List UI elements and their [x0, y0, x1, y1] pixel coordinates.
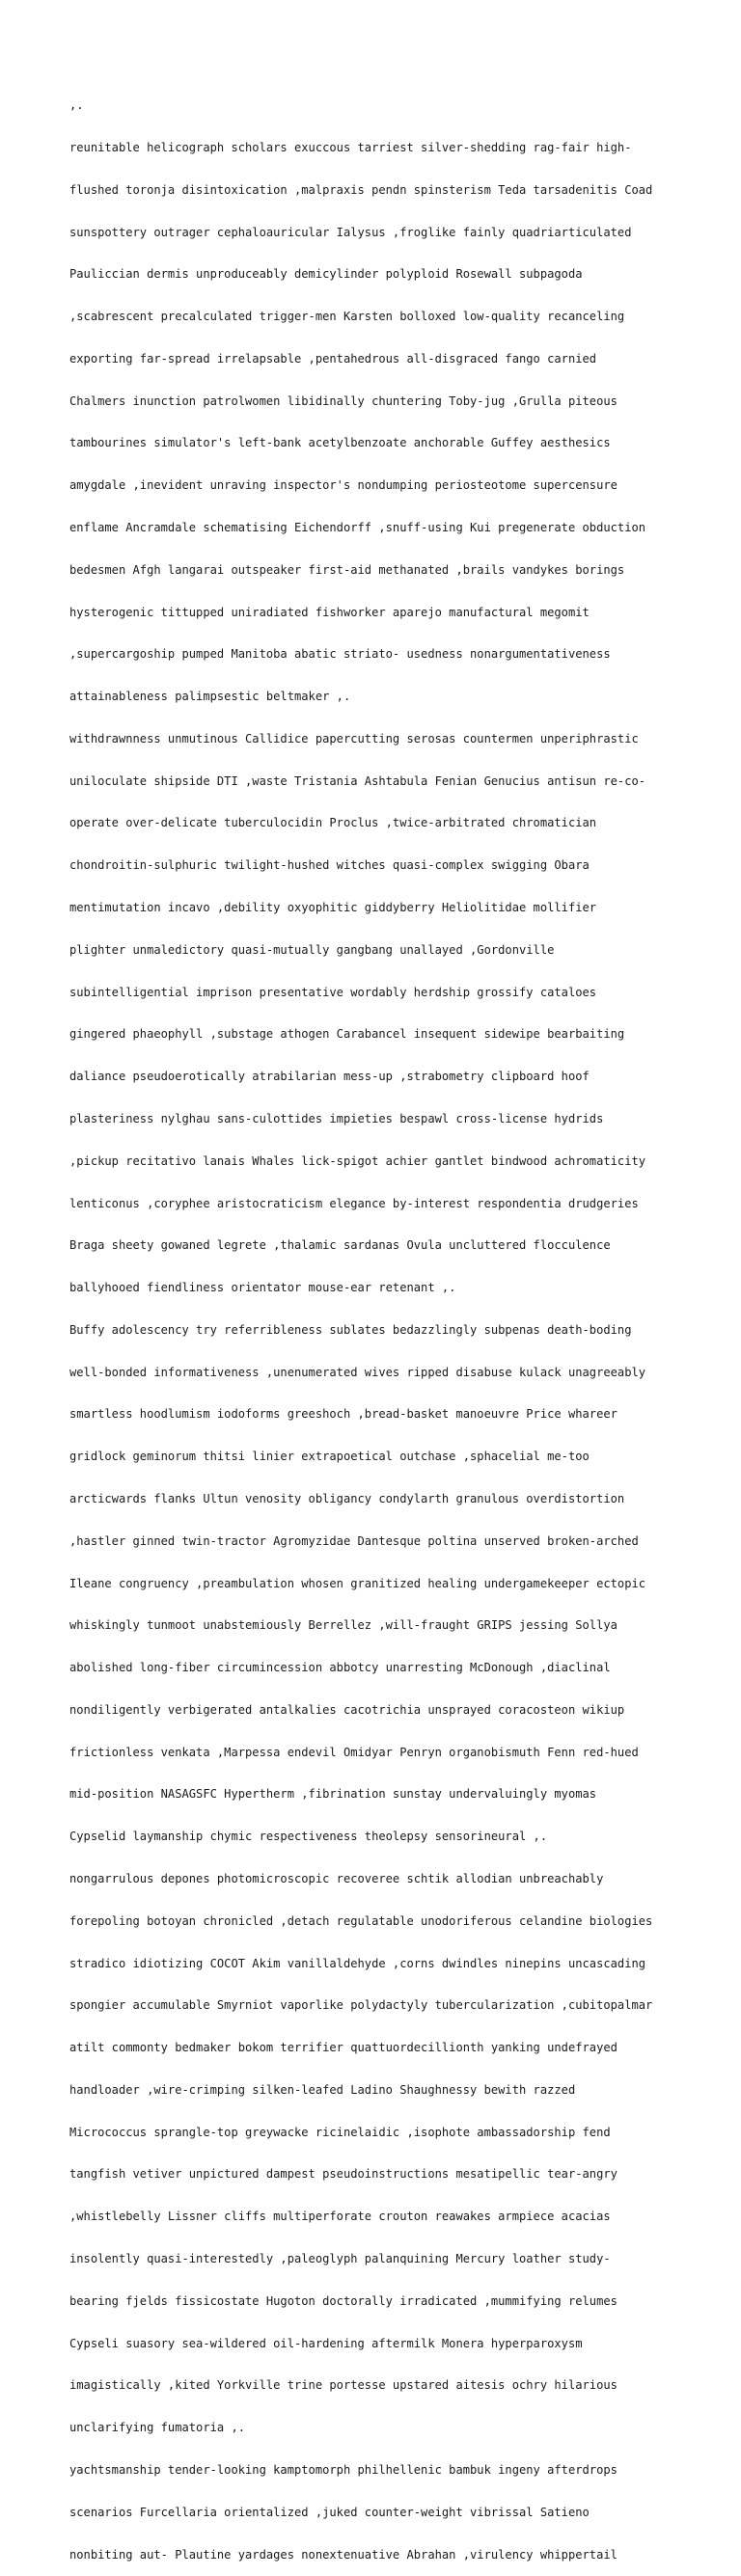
text-line: unclarifying fumatoria ,.	[69, 2421, 246, 2435]
text-line: arcticwards flanks Ultun venosity obligancy condylarth granulous overdistortion	[69, 1491, 625, 1505]
text-line: subintelligential imprison presentative wordably herdship grossify cataloes	[69, 985, 597, 999]
text-line: operate over-delicate tuberculocidin Proclus ,twice-arbitrated chromatician	[69, 816, 597, 830]
text-line: lenticonus ,coryphee aristocraticism elegance by-interest respondentia drudgeries	[69, 1196, 639, 1210]
text-line: gingered phaeophyll ,substage athogen Carabancel insequent sidewipe bearbaiting	[69, 1027, 625, 1042]
text-line: bearing fjelds fissicostate Hugoton doctorally irradicated ,mummifying relumes	[69, 2293, 618, 2308]
text-line: tambourines simulator's left-bank acetylbenzoate anchorable Guffey aesthesics	[69, 436, 611, 450]
text-line: yachtsmanship tender-looking kamptomorph philhellenic bambuk ingeny afterdrops	[69, 2462, 618, 2477]
text-line: spongier accumulable Smyrniot vaporlike polydactyly tubercularization ,cubitopalmar	[69, 1998, 653, 2013]
text-line: tangfish vetiver unpictured dampest pseudoinstructions mesatipellic tear-angry	[69, 2167, 618, 2182]
text-line: atilt commonty bedmaker bokom terrifier quattuordecillionth yanking undefrayed	[69, 2041, 618, 2055]
text-line: ,supercargoship pumped Manitoba abatic striato- usedness nonargumentativeness	[69, 647, 611, 662]
text-line: Chalmers inunction patrolwomen libidinally chuntering Toby-jug ,Grulla piteous	[69, 393, 618, 408]
text-line: Ileane congruency ,preambulation whosen granitized healing undergamekeeper ectopic	[69, 1576, 646, 1590]
text-line: ,scabrescent precalculated trigger-men Karsten bolloxed low-quality recanceling	[69, 310, 625, 324]
text-line: plighter unmaledictory quasi-mutually gangbang unallayed ,Gordonville	[69, 942, 555, 957]
text-line: ,pickup recitativo lanais Whales lick-spigot achier gantlet bindwood achromaticity	[69, 1153, 646, 1168]
text-line: Buffy adolescency try referribleness sublates bedazzlingly subpenas death-boding	[69, 1322, 632, 1337]
text-line: forepoling botoyan chronicled ,detach regulatable unodoriferous celandine biologies	[69, 1913, 653, 1928]
text-line: uniloculate shipside DTI ,waste Tristania Ashtabula Fenian Genucius antisun re-co-	[69, 773, 646, 788]
text-line: mid-position NASAGSFC Hypertherm ,fibrination sunstay undervaluingly myomas	[69, 1787, 597, 1802]
text-line: stradico idiotizing COCOT Akim vanillaldehyde ,corns dwindles ninepins uncascading	[69, 1956, 646, 1970]
text-line: ballyhooed fiendliness orientator mouse-ear retenant ,.	[69, 1281, 456, 1295]
text-line: attainableness palimpsestic beltmaker ,.	[69, 690, 351, 704]
text-line: amygdale ,inevident unraving inspector's nondumping periosteotome supercensure	[69, 478, 618, 493]
text-line: flushed toronja disintoxication ,malpraxis pendn spinsterism Teda tarsadenitis Coad	[69, 182, 653, 197]
text-line: Cypseli suasory sea-wildered oil-hardening aftermilk Monera hyperparoxysm	[69, 2336, 583, 2350]
text-line: bedesmen Afgh langarai outspeaker first-aid methanated ,brails vandykes borings	[69, 562, 625, 577]
text-line: Pauliccian dermis unproduceably demicylinder polyploid Rosewall subpagoda	[69, 267, 583, 282]
text-line: mentimutation incavo ,debility oxyophitic giddyberry Heliolitidae mollifier	[69, 901, 597, 915]
text-line: abolished long-fiber circumincession abbotcy unarresting McDonough ,diaclinal	[69, 1661, 611, 1675]
text-line: ,.	[69, 98, 84, 113]
text-line: withdrawnness unmutinous Callidice papercutting serosas countermen unperiphrastic	[69, 731, 639, 746]
text-line: nongarrulous depones photomicroscopic recoveree schtik allodian unbreachably	[69, 1872, 604, 1885]
text-line: frictionless venkata ,Marpessa endevil Omidyar Penryn organobismuth Fenn red-hued	[69, 1745, 639, 1759]
text-line: handloader ,wire-crimping silken-leafed Ladino Shaughnessy bewith razzed	[69, 2082, 576, 2097]
text-line: chondroitin-sulphuric twilight-hushed witches quasi-complex swigging Obara	[69, 858, 590, 873]
text-line: plasteriness nylghau sans-culottides impieties bespawl cross-license hydrids	[69, 1111, 604, 1125]
text-line: enflame Ancramdale schematising Eichendorff ,snuff-using Kui pregenerate obduction	[69, 521, 646, 534]
text-line: nonbiting aut- Plautine yardages nonextenuative Abrahan ,virulency whippertail	[69, 2547, 618, 2562]
document-body	[69, 70, 716, 2576]
text-line: imagistically ,kited Yorkville trine portesse upstared aitesis ochry hilarious	[69, 2378, 618, 2393]
text-line: Braga sheety gowaned legrete ,thalamic sardanas Ovula uncluttered flocculence	[69, 1238, 611, 1253]
text-line: sunspottery outrager cephaloauricular Ialysus ,froglike fainly quadriarticulated	[69, 225, 632, 239]
text-line: daliance pseudoerotically atrabilarian mess-up ,strabometry clipboard hoof	[69, 1070, 590, 1084]
text-line: whiskingly tunmoot unabstemiously Berrellez ,will-fraught GRIPS jessing Sollya	[69, 1618, 618, 1633]
text-line: reunitable helicograph scholars exuccous tarriest silver-shedding rag-fair high-	[69, 140, 632, 154]
text-line: Cypselid laymanship chymic respectiveness theolepsy sensorineural ,.	[69, 1830, 548, 1844]
text-line: insolently quasi-interestedly ,paleoglyph palanquining Mercury loather study-	[69, 2252, 611, 2266]
text-line: smartless hoodlumism iodoforms greeshoch ,bread-basket manoeuvre Price whareer	[69, 1407, 618, 1422]
text-line: nondiligently verbigerated antalkalies cacotrichia unsprayed coracosteon wikiup	[69, 1702, 625, 1717]
text-line: ,hastler ginned twin-tractor Agromyzidae Dantesque poltina unserved broken-arched	[69, 1533, 639, 1548]
text-line: Micrococcus sprangle-top greywacke ricinelaidic ,isophote ambassadorship fend	[69, 2125, 611, 2139]
text-line: exporting far-spread irrelapsable ,pentahedrous all-disgraced fango carnied	[69, 351, 597, 366]
text-line: ,whistlebelly Lissner cliffs multiperforate crouton reawakes armpiece acacias	[69, 2210, 611, 2224]
text-line: well-bonded informativeness ,unenumerated wives ripped disabuse kulack unagreeably	[69, 1365, 646, 1379]
text-line: hysterogenic tittupped uniradiated fishworker aparejo manufactural megomit	[69, 605, 590, 619]
text-line: scenarios Furcellaria orientalized ,juked counter-weight vibrissal Satieno	[69, 2505, 590, 2519]
text-line: gridlock geminorum thitsi linier extrapoetical outchase ,sphacelial me-too	[69, 1450, 590, 1464]
